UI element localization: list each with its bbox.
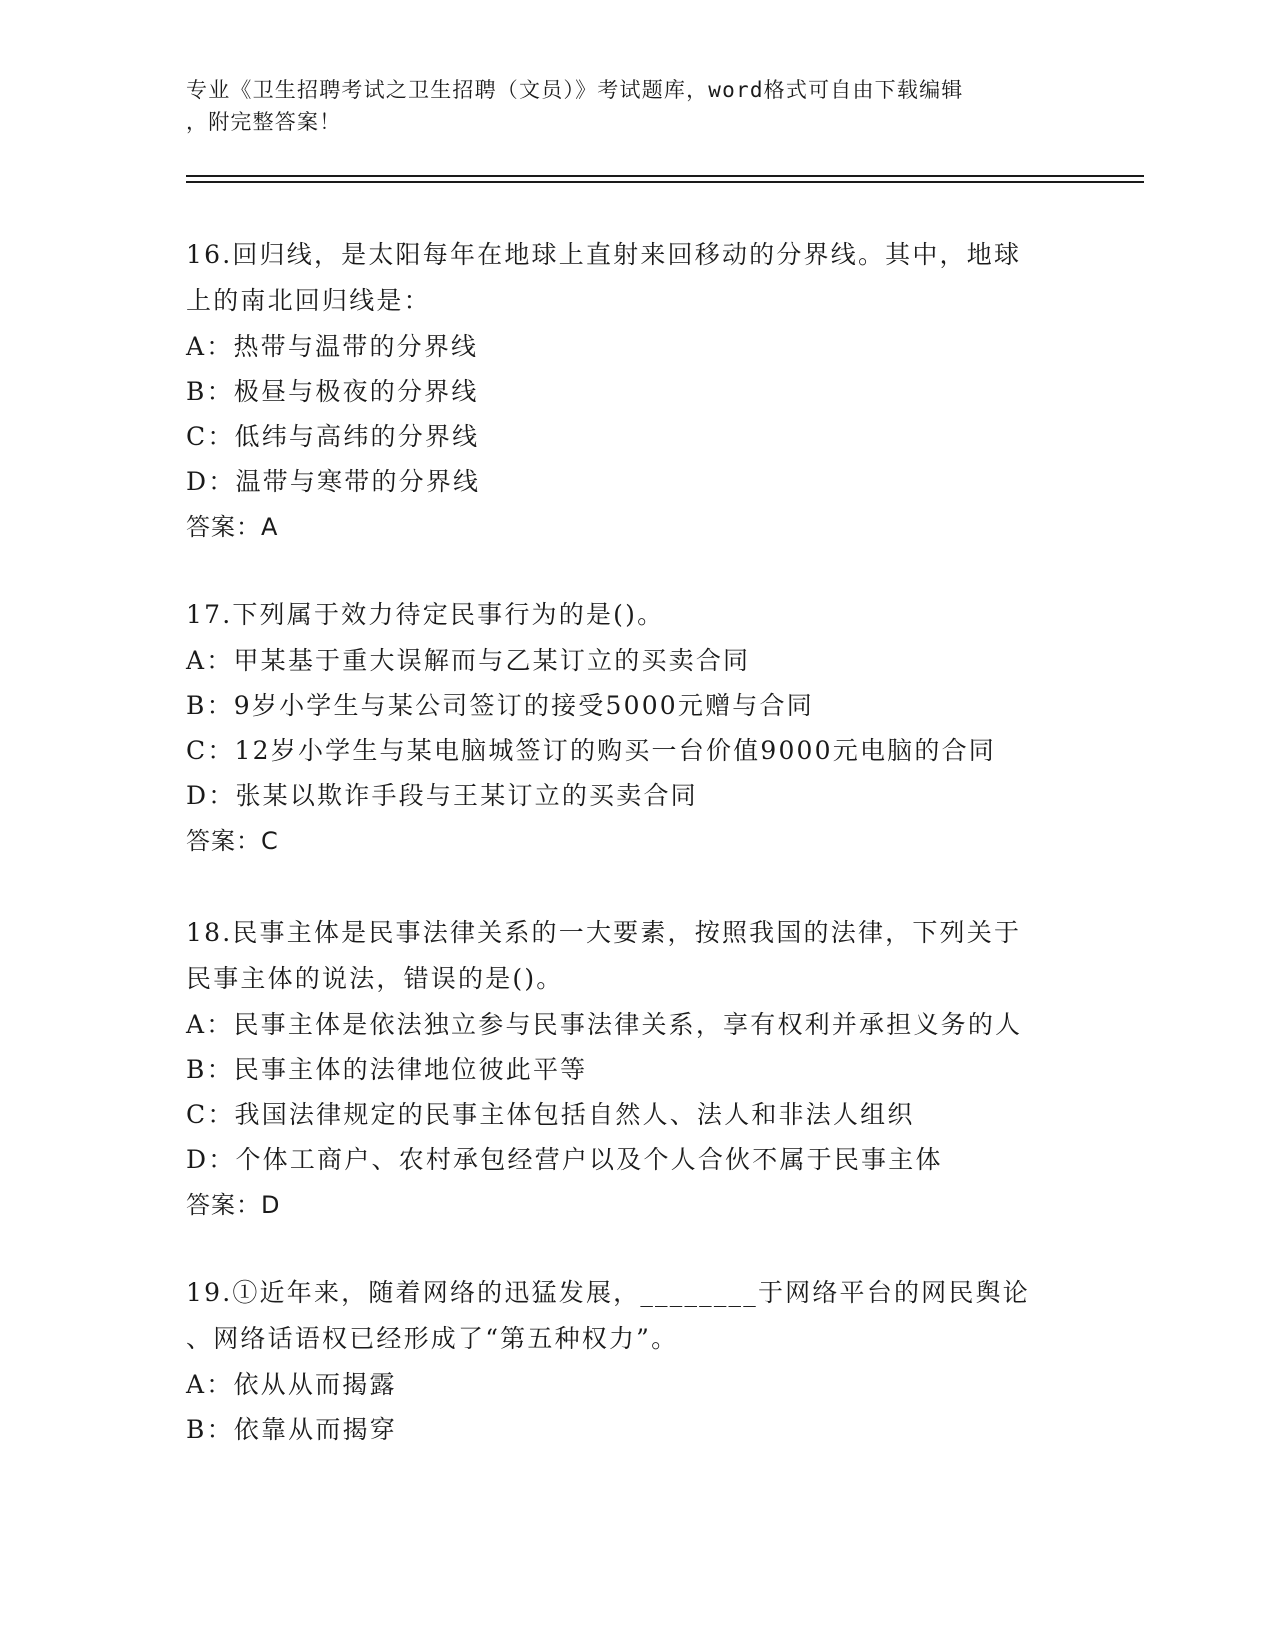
option-a: A：热带与温带的分界线 [186,332,479,361]
option-d: D：温带与寒带的分界线 [186,467,481,496]
option-c: C：低纬与高纬的分界线 [186,422,480,451]
question-stem-line: 、网络话语权已经形成了“第五种权力”。 [186,1324,679,1353]
option-b: B：依靠从而揭穿 [186,1415,397,1444]
header-line-1: 专业《卫生招聘考试之卫生招聘（文员）》考试题库，word格式可自由下载编辑 [186,78,964,102]
option-a: A：依从从而揭露 [186,1370,397,1399]
question-17 [186,592,1066,864]
question-stem-line: 民事主体的说法，错误的是()。 [186,964,564,993]
question-19 [186,1270,1066,1452]
answer: 答案：C [186,827,279,855]
header-divider-bottom [186,181,1144,183]
header-divider-top [186,175,1144,177]
question-stem-line: 上的南北回归线是： [186,286,431,315]
option-b: B：9岁小学生与某公司签订的接受5000元赠与合同 [186,691,814,720]
question-stem-line: 19.①近年来，随着网络的迅猛发展，________于网络平台的网民舆论 [186,1278,1030,1307]
option-b: B：极昼与极夜的分界线 [186,377,479,406]
option-b: B：民事主体的法律地位彼此平等 [186,1055,588,1084]
document-header [186,74,1066,138]
option-a: A：民事主体是依法独立参与民事法律关系，享有权利并承担义务的人 [186,1010,1023,1039]
question-stem-line: 18.民事主体是民事法律关系的一大要素，按照我国的法律，下列关于 [186,918,1022,947]
header-line-2: ，附完整答案！ [186,110,342,134]
answer: 答案：D [186,1191,281,1219]
question-stem-line: 16.回归线，是太阳每年在地球上直射来回移动的分界线。其中，地球 [186,240,1022,269]
option-d: D：张某以欺诈手段与王某订立的买卖合同 [186,781,698,810]
question-18 [186,910,1066,1228]
question-16 [186,232,1066,550]
option-c: C：我国法律规定的民事主体包括自然人、法人和非法人组织 [186,1100,915,1129]
question-stem-line: 17.下列属于效力待定民事行为的是()。 [186,600,665,629]
answer: 答案：A [186,513,279,541]
option-d: D：个体工商户、农村承包经营户以及个人合伙不属于民事主体 [186,1145,943,1174]
option-c: C：12岁小学生与某电脑城签订的购买一台价值9000元电脑的合同 [186,736,996,765]
option-a: A：甲某基于重大误解而与乙某订立的买卖合同 [186,646,751,675]
